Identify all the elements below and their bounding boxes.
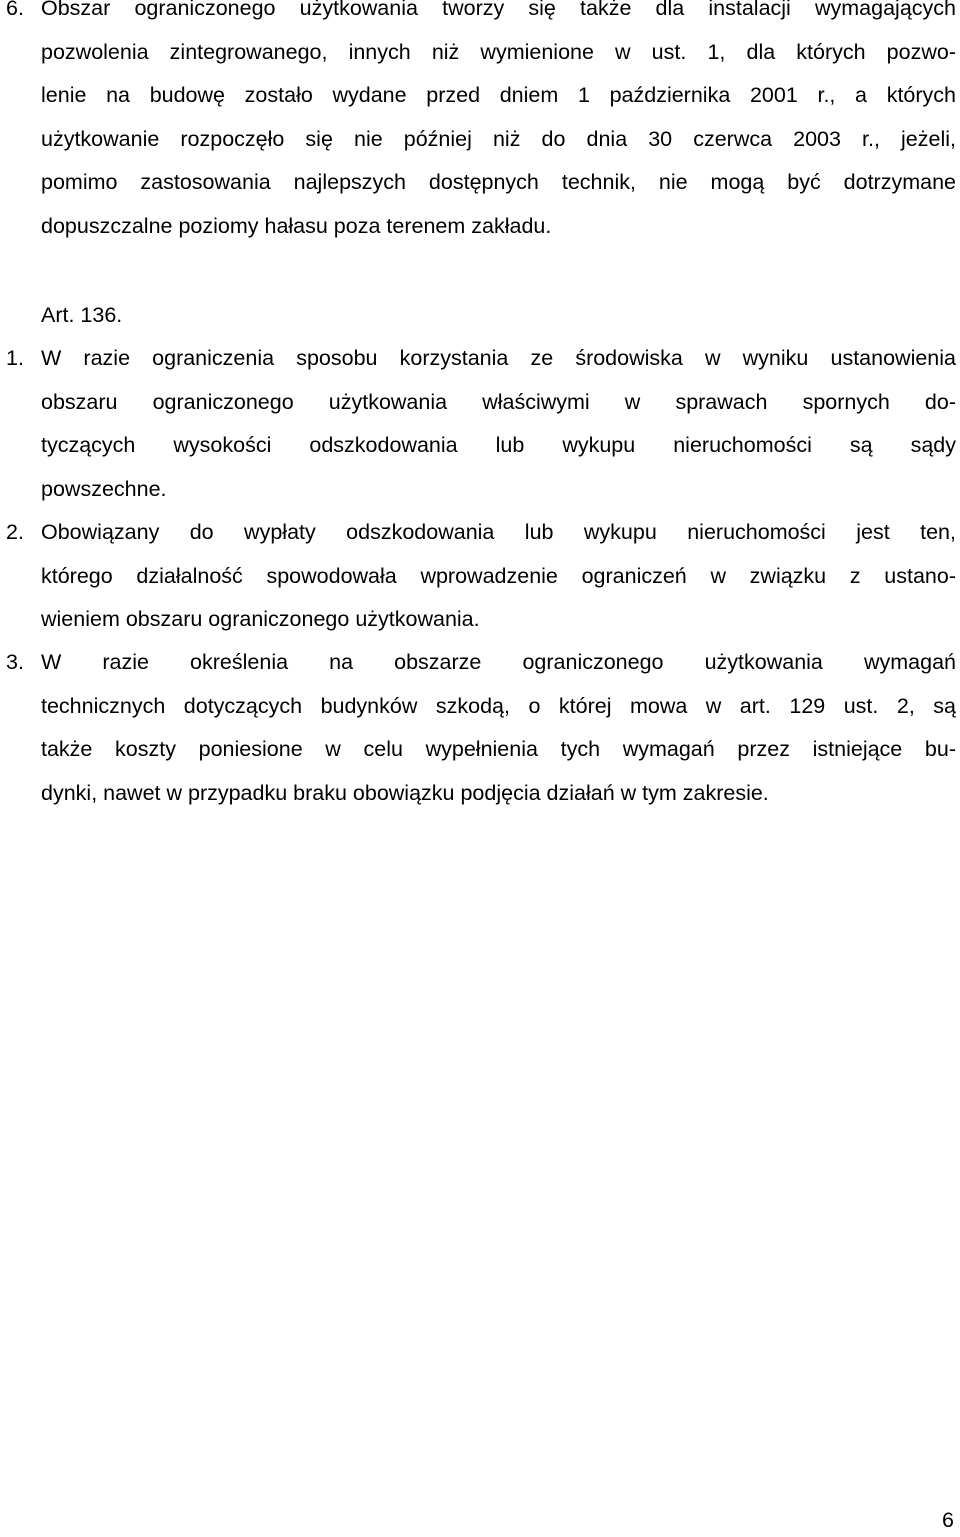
paragraph-6-line-3: lenie na budowę zostało wydane przed dniem 1 października 2001 r., a których: [41, 83, 956, 108]
paragraph-6-line-5: pomimo zastosowania najlepszych dostępnych technik, nie mogą być dotrzymane: [41, 170, 956, 195]
paragraph-1: [6, 337, 956, 511]
paragraph-text: W razie określenia na obszarze ograniczonego użytkowania wymagań: [41, 650, 956, 674]
paragraph-number: 1.: [6, 346, 24, 370]
paragraph-number: 2.: [6, 520, 24, 544]
paragraph-3-line-1: [6, 641, 956, 685]
paragraph-2-line-1: [6, 511, 956, 555]
paragraph-1-line-1: [6, 337, 956, 381]
paragraph-6-line-6: dopuszczalne poziomy hałasu poza terenem zakładu.: [41, 213, 552, 238]
paragraph-text: W razie ograniczenia sposobu korzystania ze środowiska w wyniku ustanowienia: [41, 346, 956, 370]
paragraph-6-line-2: pozwolenia zintegrowanego, innych niż wymienione w ust. 1, dla których pozwo-: [41, 39, 956, 64]
paragraph-2: [6, 511, 956, 642]
paragraph-number: 3.: [6, 650, 24, 674]
paragraph-3-line-4: dynki, nawet w przypadku braku obowiązku podjęcia działań w tym zakresie.: [41, 780, 769, 805]
paragraph-2-line-3: wieniem obszaru ograniczonego użytkowania.: [41, 607, 480, 632]
paragraph-6-line-1: [6, 0, 956, 31]
paragraph-text: Obowiązany do wypłaty odszkodowania lub wykupu nieruchomości jest ten,: [41, 520, 956, 544]
paragraph-6-line-4: użytkowanie rozpoczęło się nie później niż do dnia 30 czerwca 2003 r., jeżeli,: [41, 126, 956, 151]
paragraph-2-line-2: którego działalność spowodowała wprowadzenie ograniczeń w związku z ustano-: [41, 563, 956, 588]
paragraph-3-line-2: technicznych dotyczących budynków szkodą, o której mowa w art. 129 ust. 2, są: [41, 693, 956, 718]
paragraph-number: 6.: [6, 0, 24, 20]
paragraph-3: [6, 641, 956, 815]
paragraph-text: Obszar ograniczonego użytkowania tworzy się także dla instalacji wymagających: [41, 0, 956, 20]
article-heading: Art. 136.: [41, 303, 123, 327]
paragraph-6: [6, 0, 956, 249]
paragraph-1-line-4: powszechne.: [41, 476, 167, 501]
paragraph-3-line-3: także koszty poniesione w celu wypełnienia tych wymagań przez istniejące bu-: [41, 737, 956, 762]
paragraph-1-line-3: tyczących wysokości odszkodowania lub wykupu nieruchomości są sądy: [41, 433, 956, 458]
paragraph-1-line-2: obszaru ograniczonego użytkowania właściwymi w sprawach spornych do-: [41, 389, 956, 414]
page-number: 6: [942, 1508, 954, 1532]
